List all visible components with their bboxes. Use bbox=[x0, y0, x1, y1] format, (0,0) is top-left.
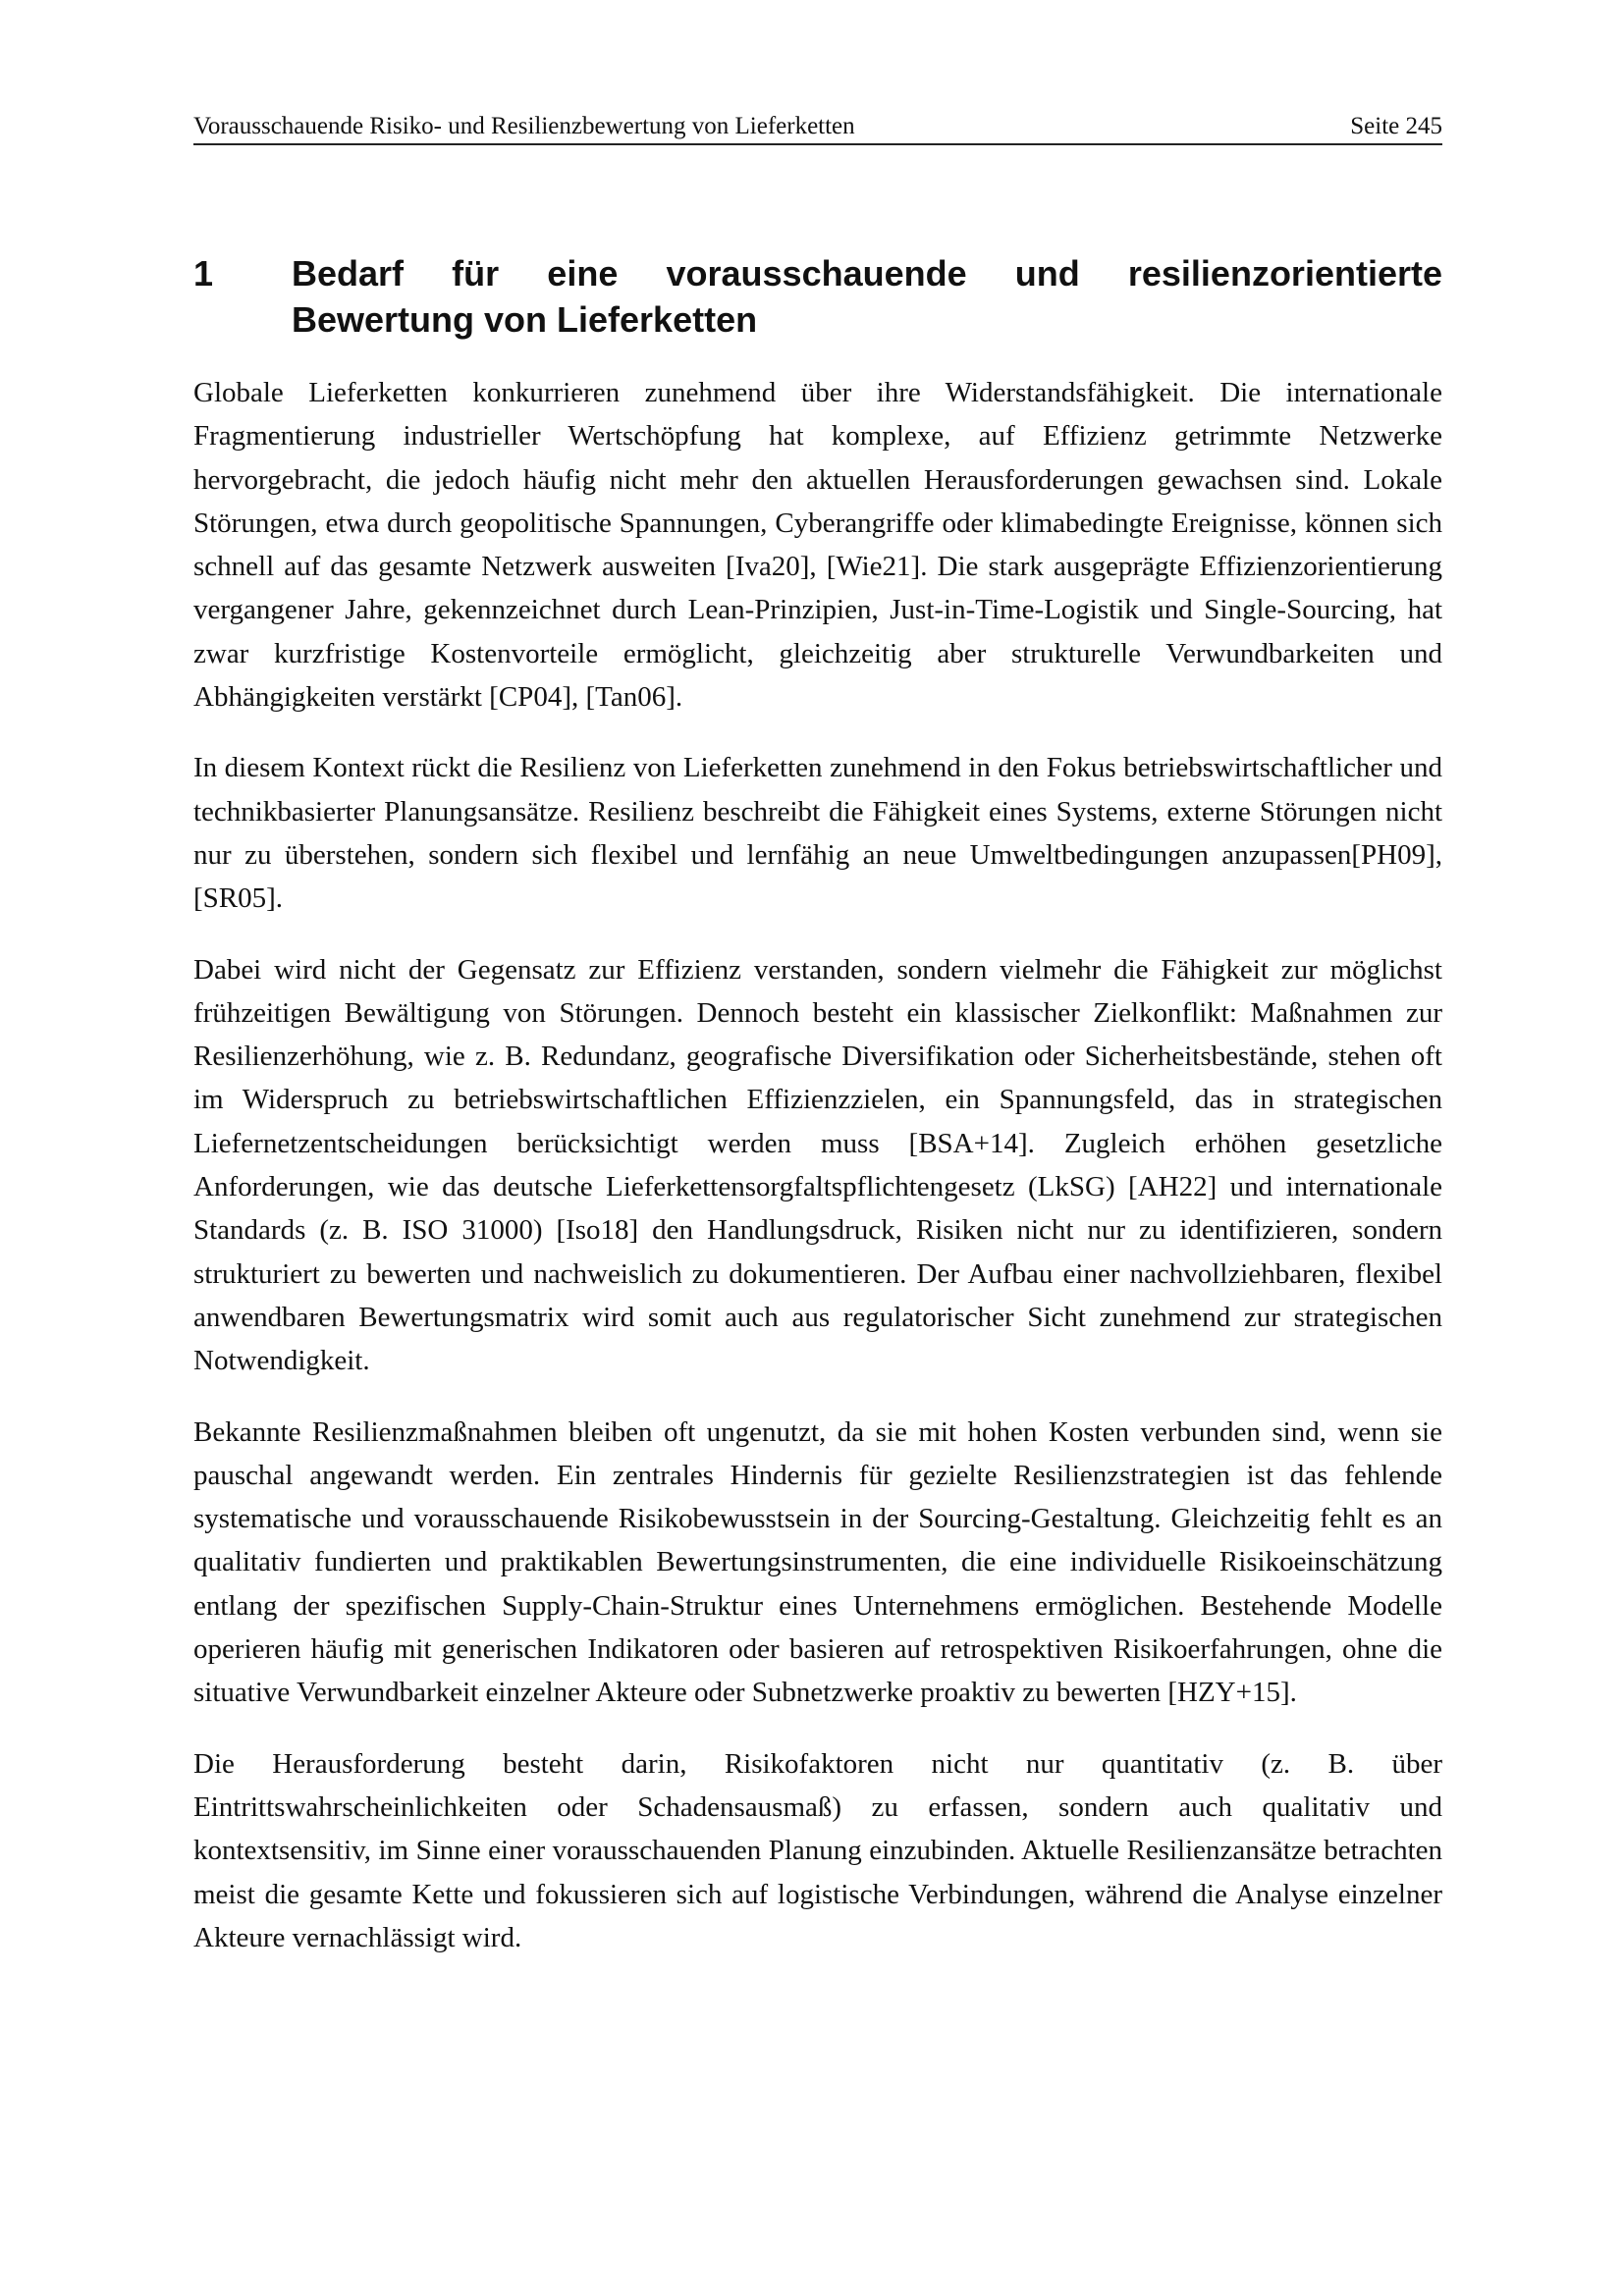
section-title: Bedarf für eine vorausschauende und resilienzorientierte Bewertung von Lieferketten bbox=[292, 253, 1442, 340]
page-number: Seite 245 bbox=[1350, 113, 1442, 139]
paragraph: Die Herausforderung besteht darin, Risikofaktoren nicht nur quantitativ (z. B. über Eintrittswahrscheinlichkeiten oder Schadensausmaß) zu erfassen, sondern auch qualitativ und kontextsensitiv, im Sinne einer vorausschauenden Planung einzubinden. Aktuelle Resilienzansätze betrachten meist die gesamte Kette und fokussieren sich auf logistische Verbindungen, während die Analyse einzelner Akteure vernachlässigt wird. bbox=[193, 1747, 1442, 1953]
running-header bbox=[193, 110, 1442, 145]
paragraph: Bekannte Resilienzmaßnahmen bleiben oft ungenutzt, da sie mit hohen Kosten verbunden sind, wenn sie pauschal angewandt werden. Ein zentrales Hindernis für gezielte Resilienzstrategien ist das fehlende systematische und vorausschauende Risikobewusstsein in der Sourcing-Gestaltung. Gleichzeitig fehlt es an qualitativ fundierten und praktikablen Bewertungsinstrumenten, die eine individuelle Risikoeinschätzung entlang der spezifischen Supply-Chain-Struktur eines Unternehmens ermöglichen. Bestehende Modelle operieren häufig mit generischen Indikatoren oder basieren auf retrospektiven Risikoerfahrungen, ohne die situative Verwundbarkeit einzelner Akteure oder Subnetzwerke proaktiv zu bewerten [HZY+15]. bbox=[193, 1415, 1442, 1709]
paragraph: In diesem Kontext rückt die Resilienz von Lieferketten zunehmend in den Fokus betriebswirtschaftlicher und technikbasierter Planungsansätze. Resilienz beschreibt die Fähigkeit eines Systems, externe Störungen nicht nur zu überstehen, sondern sich flexibel und lernfähig an neue Umweltbedingungen anzupassen[PH09], [SR05]. bbox=[193, 752, 1442, 915]
section-number: 1 bbox=[193, 253, 214, 294]
body-text bbox=[193, 371, 1442, 1987]
running-header-title: Vorausschauende Risiko- und Resilienzbewertung von Lieferketten bbox=[193, 113, 855, 139]
section-heading bbox=[193, 250, 1442, 343]
paragraph: Globale Lieferketten konkurrieren zunehmend über ihre Widerstandsfähigkeit. Die internationale Fragmentierung industrieller Wertschöpfung hat komplexe, auf Effizienz getrimmte Netzwerke hervorgebracht, die jedoch häufig nicht mehr den aktuellen Herausforderungen gewachsen sind. Lokale Störungen, etwa durch geopolitische Spannungen, Cyberangriffe oder klimabedingte Ereignisse, können sich schnell auf das gesamte Netzwerk ausweiten [Iva20], [Wie21]. Die stark ausgeprägte Effizienzorientierung vergangener Jahre, gekennzeichnet durch Lean-Prinzipien, Just-in-Time-Logistik und Single-Sourcing, hat zwar kurzfristige Kostenvorteile ermöglicht, gleichzeitig aber strukturelle Verwundbarkeiten und Abhängigkeiten verstärkt [CP04], [Tan06]. bbox=[193, 377, 1442, 714]
paragraph: Dabei wird nicht der Gegensatz zur Effizienz verstanden, sondern vielmehr die Fähigkeit zur möglichst frühzeitigen Bewältigung von Störungen. Dennoch besteht ein klassischer Zielkonflikt: Maßnahmen zur Resilienzerhöhung, wie z. B. Redundanz, geografische Diversifikation oder Sicherheitsbestände, stehen oft im Widerspruch zu betriebswirtschaftlichen Effizienzzielen, ein Spannungsfeld, das in strategischen Liefernetzentscheidungen berücksichtigt werden muss [BSA+14]. Zugleich erhöhen gesetzliche Anforderungen, wie das deutsche Lieferkettensorgfaltspflichtengesetz (LkSG) [AH22] und internationale Standards (z. B. ISO 31000) [Iso18] den Handlungsdruck, Risiken nicht nur zu identifizieren, sondern strukturiert zu bewerten und nachweislich zu dokumentieren. Der Aufbau einer nachvollziehbaren, flexibel anwendbaren Bewertungsmatrix wird somit auch aus regulatorischer Sicht zunehmend zur strategischen Notwendigkeit. bbox=[193, 953, 1442, 1377]
